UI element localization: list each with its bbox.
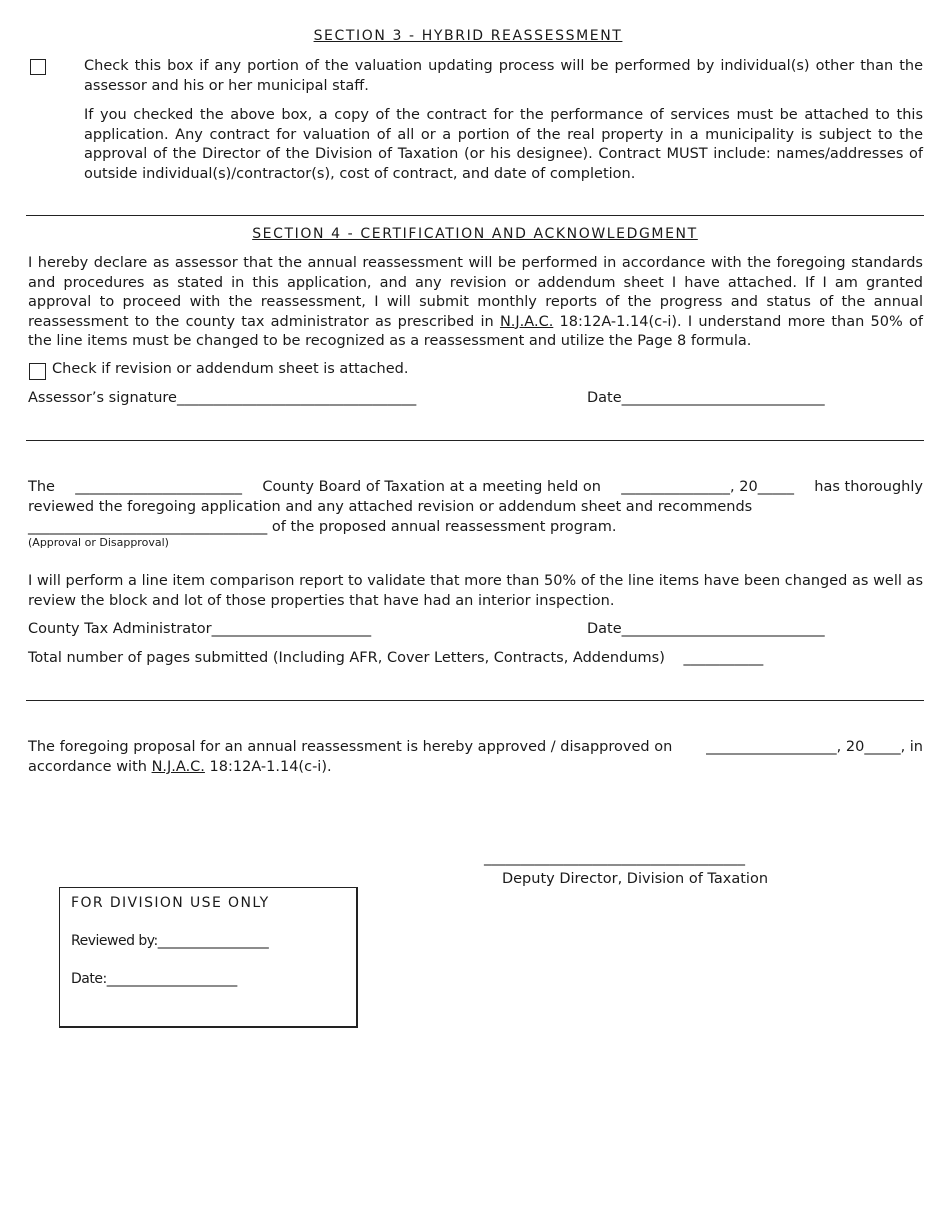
assessor-signature-label: Assessor’s signature — [28, 390, 177, 406]
assessor-date-label: Date — [587, 390, 622, 406]
approval-line-2 — [28, 759, 332, 775]
county-name-blank[interactable]: _______________________ — [75, 479, 243, 495]
njac-reference: N.J.A.C. — [499, 313, 554, 330]
cta-date-label: Date — [587, 621, 622, 637]
division-date-label: Date: — [71, 971, 107, 987]
county-board-line-2: reviewed the foregoing application and any attached revision or addendum sheet and recommends — [28, 499, 753, 515]
hybrid-reassessment-checkbox[interactable] — [30, 59, 46, 75]
reviewed-by-line: _________________ — [157, 933, 269, 949]
divider-2 — [26, 440, 924, 441]
assessor-signature-field[interactable] — [28, 390, 416, 406]
county-board-line-1 — [28, 479, 923, 495]
total-pages-label: Total number of pages submitted (Including AFR, Cover Letters, Contracts, Addendums) — [28, 650, 665, 666]
approval-year-blank[interactable]: _____ — [864, 739, 901, 755]
approval-note: (Approval or Disapproval) — [28, 536, 169, 549]
section-3-heading: SECTION 3 - HYBRID REASSESSMENT — [313, 28, 623, 44]
recommendation-blank[interactable]: _________________________________ — [28, 519, 268, 535]
assessor-date-field[interactable] — [587, 390, 825, 406]
county-board-line-3 — [28, 519, 617, 535]
approval-njac-reference: N.J.A.C. — [151, 759, 205, 775]
approval-in: , in — [900, 739, 923, 755]
addendum-checkbox-label: Check if revision or addendum sheet is attached. — [52, 361, 409, 377]
meeting-year-blank[interactable]: _____ — [757, 479, 794, 495]
approval-year-prefix: , 20 — [836, 739, 865, 755]
county-board-the: The — [28, 479, 55, 495]
reviewed-by-field[interactable] — [71, 933, 268, 949]
division-date-line: ____________________ — [106, 971, 237, 987]
approval-line-1 — [28, 739, 923, 755]
section-4-heading: SECTION 4 - CERTIFICATION AND ACKNOWLEDGMENT — [252, 226, 698, 242]
comparison-paragraph: I will perform a line item comparison report to validate that more than 50% of the line items have been changed as well as review the block and lot of those properties that have had an interior inspection. — [28, 573, 923, 609]
approval-citation: 18:12A-1.14(c-i). — [209, 759, 332, 775]
county-tax-administrator-line: ______________________ — [211, 621, 372, 637]
division-date-field[interactable] — [71, 971, 237, 987]
hybrid-checkbox-text: Check this box if any portion of the valuation updating process will be performed by individual(s) other than the assessor and his or her municipal staff. — [84, 58, 923, 94]
assessor-date-line: ____________________________ — [621, 390, 825, 406]
divider-3 — [26, 700, 924, 701]
county-board-thoroughly: has thoroughly — [814, 479, 923, 495]
assessor-signature-line: _________________________________ — [176, 390, 417, 406]
cta-date-field[interactable] — [587, 621, 825, 637]
cta-date-line: ____________________________ — [621, 621, 825, 637]
deputy-director-caption: Deputy Director, Division of Taxation — [501, 871, 769, 887]
division-use-title: FOR DIVISION USE ONLY — [71, 895, 270, 911]
divider-1 — [26, 215, 924, 216]
approval-date-blank[interactable]: __________________ — [706, 739, 837, 755]
deputy-director-signature-line[interactable]: ____________________________________ — [484, 850, 745, 866]
county-tax-administrator-label: County Tax Administrator — [28, 621, 212, 637]
approval-accordance: accordance with — [28, 759, 147, 775]
division-use-box — [59, 887, 358, 1028]
approval-text: The foregoing proposal for an annual reassessment is hereby approved / disapproved on — [28, 739, 673, 755]
addendum-checkbox[interactable] — [29, 363, 46, 380]
meeting-date-blank[interactable]: _______________ — [621, 479, 731, 495]
meeting-year-prefix: , 20 — [730, 479, 758, 495]
county-tax-administrator-field[interactable] — [28, 621, 371, 637]
certification-paragraph — [28, 254, 923, 352]
total-pages-line: ___________ — [683, 650, 764, 666]
reviewed-by-label: Reviewed by: — [71, 933, 158, 949]
certification-text-start: I hereby declare as assessor that the annual reassessment will be performed in accordance with the foregoing standards and procedures as stated in this application, and any revision or addendum sheet I have attached. If I am granted approval to proceed with the reassessment, I will submit monthly reports of the progress and status of the annual reassessment to the county tax administrator as prescribed in — [28, 255, 923, 330]
contract-paragraph: If you checked the above box, a copy of the contract for the performance of services must be attached to this application. Any contract for valuation of all or a portion of the real property in a municipality is subject to the approval of the Director of the Division of Taxation (or his designee). Contract MUST include: names/addresses of outside individual(s)/contractor(s), cost of contract, and date of completion. — [84, 107, 923, 182]
recommendation-text: of the proposed annual reassessment program. — [271, 519, 617, 535]
county-board-text: County Board of Taxation at a meeting held on — [262, 479, 601, 495]
total-pages-field[interactable] — [28, 650, 763, 666]
certification-text-end: 18:12A-1.14(c-i). I understand more than 50% of the line items must be changed to be recognized as a reassessment and utilize the Page 8 formula. — [28, 313, 923, 349]
